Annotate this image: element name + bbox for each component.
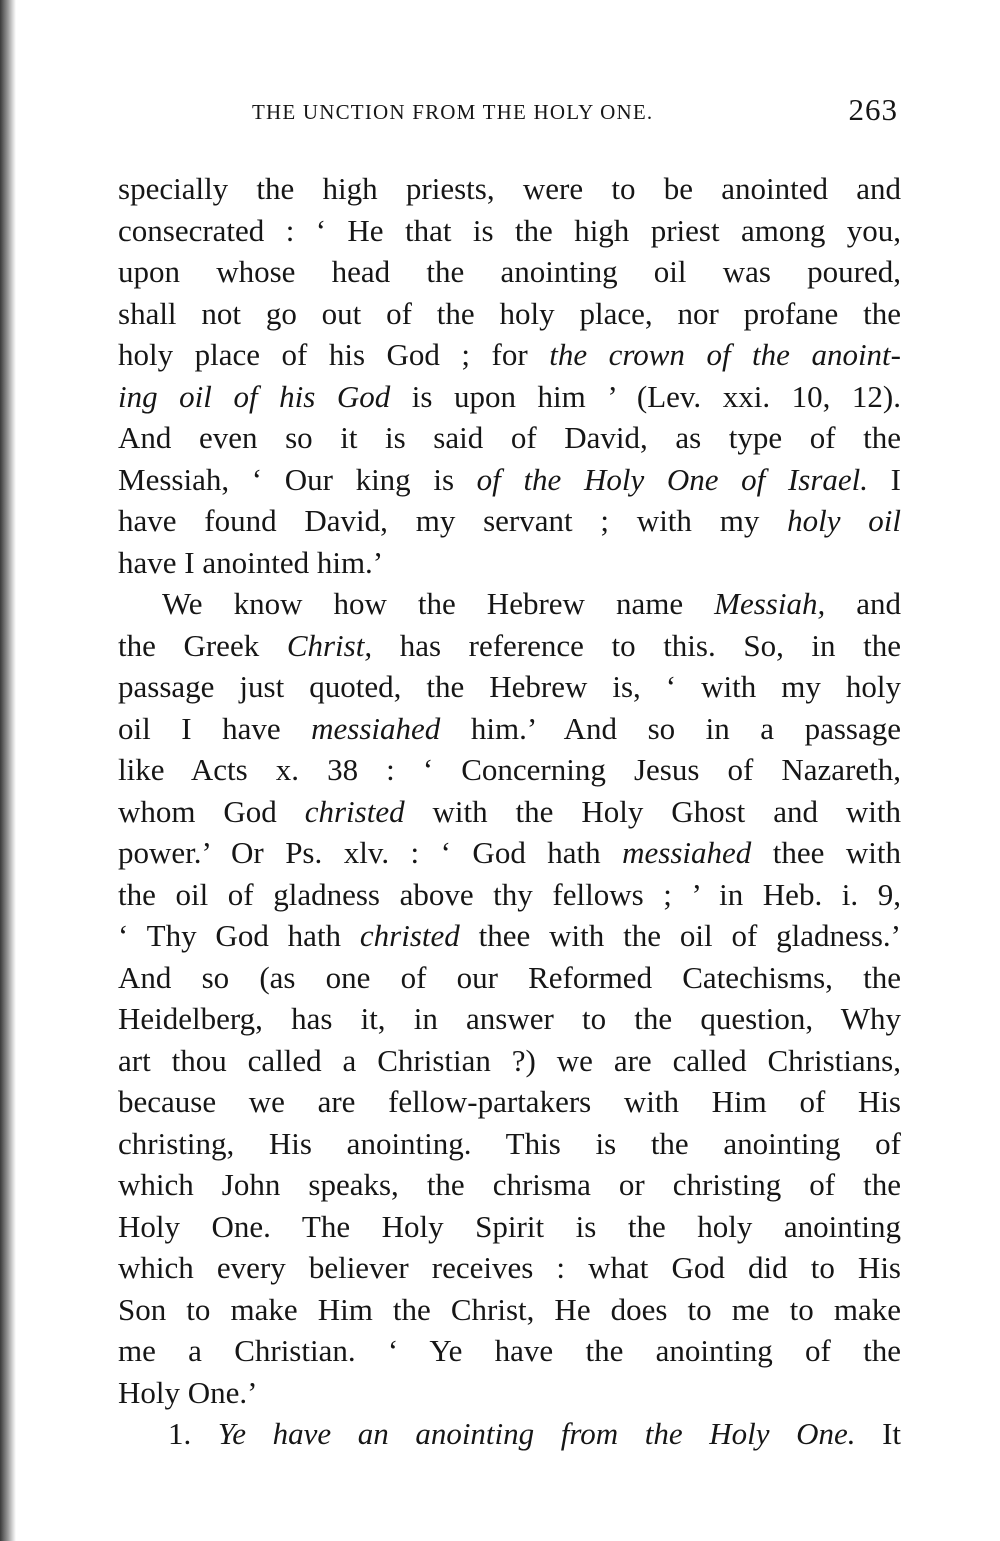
text-line: Holy One. The Holy Spirit is the holy anointing: [118, 1208, 901, 1244]
body-text: [118, 168, 901, 1455]
text-line: have found David, my servant ; with my holy oil: [118, 503, 901, 538]
text-line: holy place of his God ; for the crown of the anoint-: [118, 337, 901, 372]
text-line: oil I have messiahed him.’ And so in a passage: [118, 710, 901, 746]
text-line: whom God christed with the Holy Ghost and with: [118, 793, 901, 829]
text-line: power.’ Or Ps. xlv. : ‘ God hath messiahed thee with: [118, 835, 902, 870]
text-line: because we are fellow-partakers with Him of His: [118, 1084, 901, 1119]
text-line: upon whose head the anointing oil was poured,: [118, 254, 901, 289]
text-line: And even so it is said of David, as type of the: [118, 420, 901, 455]
binding-shadow: [0, 0, 16, 1541]
text-line: Son to make Him the Christ, He does to me to make: [118, 1291, 901, 1327]
text-line: me a Christian. ‘ Ye have the anointing of the: [118, 1333, 901, 1368]
text-line: the Greek Christ, has reference to this. So, in the: [118, 627, 902, 663]
text-line: ‘ Thy God hath christed thee with the oil of gladness.’: [118, 918, 901, 953]
text-line: the oil of gladness above thy fellows ; ’ in Heb. i. 9,: [118, 876, 901, 912]
running-head: [252, 92, 898, 126]
page-number: 263: [848, 92, 898, 127]
running-head-title: THE UNCTION FROM THE HOLY ONE.: [252, 100, 654, 124]
text-line: And so (as one of our Reformed Catechisms, the: [118, 959, 901, 995]
text-line: shall not go out of the holy place, nor profane the: [118, 295, 901, 331]
section-heading-line: 1. Ye have an anointing from the Holy One. It: [168, 1416, 902, 1451]
text-line: specially the high priests, were to be anointed and: [118, 171, 901, 206]
text-line: We know how the Hebrew name Messiah, and: [162, 586, 901, 621]
text-line: Messiah, ‘ Our king is of the Holy One of Israel. I: [118, 461, 901, 497]
text-line: christing, His anointing. This is the anointing of: [118, 1125, 901, 1161]
text-line: consecrated : ‘ He that is the high priest among you,: [118, 212, 901, 248]
text-line: passage just quoted, the Hebrew is, ‘ with my holy: [118, 669, 901, 704]
text-line: which every believer receives : what God did to His: [118, 1250, 901, 1285]
text-line: which John speaks, the chrisma or christing of the: [118, 1167, 901, 1202]
text-line: have I anointed him.’: [118, 544, 384, 580]
text-line: Holy One.’: [118, 1374, 258, 1410]
text-line: like Acts x. 38 : ‘ Concerning Jesus of Nazareth,: [118, 752, 901, 787]
text-line: ing oil of his God is upon him ’ (Lev. xxi. 10, 12).: [118, 378, 901, 414]
text-line: art thou called a Christian ?) we are called Christians,: [118, 1042, 901, 1078]
text-line: Heidelberg, has it, in answer to the question, Why: [118, 1001, 901, 1036]
